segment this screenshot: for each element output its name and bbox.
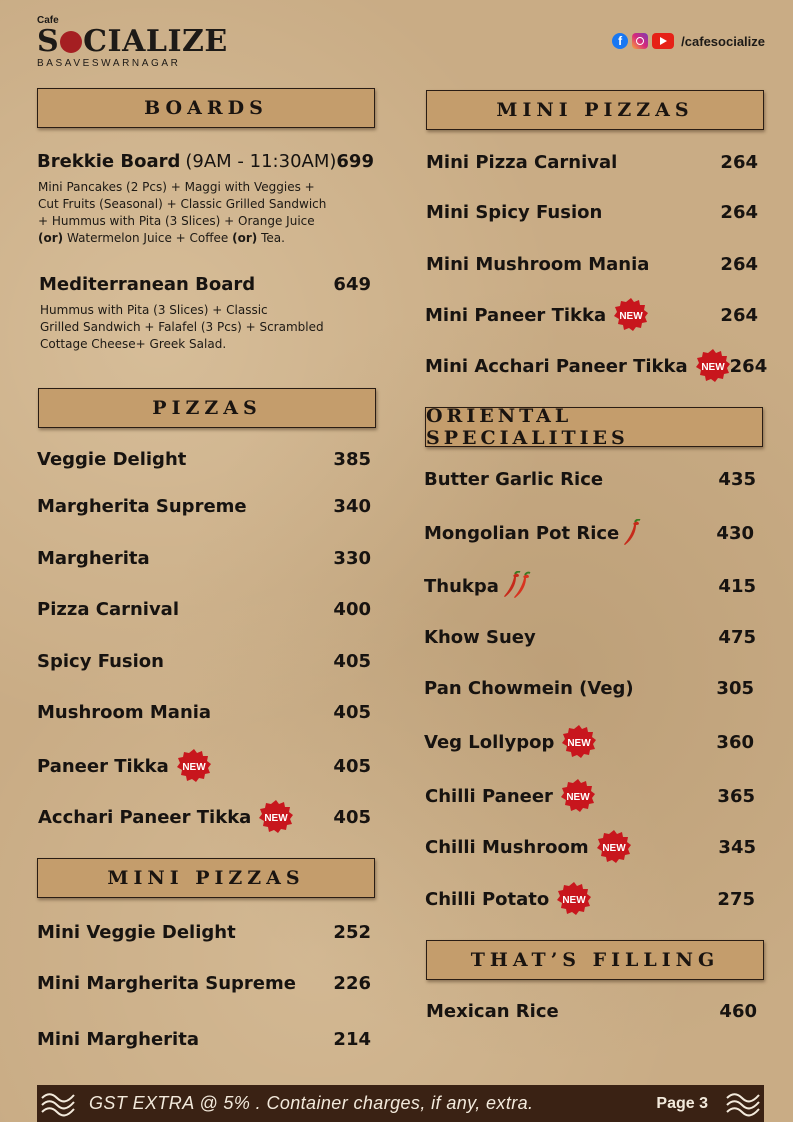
desc-line: Cottage Cheese+ Greek Salad. xyxy=(40,337,227,351)
item-price: 214 xyxy=(333,1029,371,1050)
item-name xyxy=(425,779,595,813)
item-price: 264 xyxy=(720,254,758,275)
menu-item xyxy=(425,829,756,865)
item-title: Thukpa xyxy=(424,575,499,597)
item-price: 435 xyxy=(718,469,756,490)
item-name: Mini Pizza Carnival xyxy=(426,152,618,173)
or-label: (or) xyxy=(38,231,64,245)
item-name xyxy=(425,882,591,916)
desc-line: Hummus with Pita (3 Slices) + Classic xyxy=(40,303,268,317)
item-price: 264 xyxy=(720,304,758,326)
item-time: (9AM - 11:30AM) xyxy=(185,151,337,172)
new-badge-icon xyxy=(259,800,293,834)
menu-item xyxy=(426,254,758,275)
section-header-mini-pizzas-left: MINI PIZZAS xyxy=(37,858,375,898)
item-title: Veg Lollypop xyxy=(424,731,555,753)
desc-line: Grilled Sandwich + Falafel (3 Pcs) + Scrambled xyxy=(40,320,324,334)
menu-item xyxy=(37,651,371,672)
menu-item xyxy=(425,297,758,333)
brand-location: BASAVESWARNAGAR xyxy=(37,58,181,69)
brand-name-end: CIALIZE xyxy=(83,24,228,59)
item-price: 460 xyxy=(719,1001,757,1022)
menu-item xyxy=(424,469,756,490)
item-name: Mexican Rice xyxy=(426,1001,559,1022)
menu-item xyxy=(424,724,754,760)
section-header-pizzas: PIZZAS xyxy=(38,388,376,428)
item-price: 264 xyxy=(720,152,758,173)
item-name: Pan Chowmein (Veg) xyxy=(424,678,634,699)
brand-logo xyxy=(37,16,228,69)
item-price: 405 xyxy=(333,806,371,828)
menu-item xyxy=(37,922,371,943)
item-name xyxy=(425,830,631,864)
item-price: 400 xyxy=(333,599,371,620)
facebook-icon[interactable]: f xyxy=(612,33,628,49)
menu-item xyxy=(426,1001,757,1022)
item-name: Margherita Supreme xyxy=(37,496,247,517)
brand-name-start: S xyxy=(37,24,60,59)
desc-line: Cut Fruits (Seasonal) + Classic Grilled Sandwich xyxy=(38,197,327,211)
item-price: 305 xyxy=(716,678,754,699)
item-name: Mushroom Mania xyxy=(37,702,212,723)
item-name xyxy=(424,571,533,601)
item-name: Khow Suey xyxy=(424,627,536,648)
item-name: Veggie Delight xyxy=(37,449,187,470)
item-price: 252 xyxy=(333,922,371,943)
item-price: 649 xyxy=(333,274,371,295)
footer-note: GST EXTRA @ 5% . Container charges, if any, extra. xyxy=(89,1093,534,1113)
menu-item xyxy=(424,627,756,648)
item-price: 330 xyxy=(333,548,371,569)
item-name: Mini Margherita xyxy=(37,1029,199,1050)
social-handle[interactable]: /cafesocialize xyxy=(681,33,765,49)
menu-item xyxy=(426,202,758,223)
item-price: 264 xyxy=(729,355,768,377)
menu-item xyxy=(37,1029,371,1050)
item-description-mediterranean xyxy=(40,302,360,353)
section-header-mini-pizzas-right: MINI PIZZAS xyxy=(426,90,764,130)
social-links xyxy=(612,33,765,49)
chili-icon xyxy=(621,519,643,547)
item-name: Mini Margherita Supreme xyxy=(37,973,296,994)
item-price: 264 xyxy=(720,202,758,223)
menu-item xyxy=(38,799,371,835)
section-header-boards: BOARDS xyxy=(37,88,375,128)
menu-item xyxy=(426,152,758,173)
footer-bar xyxy=(37,1085,764,1122)
item-name: Mini Veggie Delight xyxy=(37,922,236,943)
menu-item-mediterranean-board xyxy=(39,274,371,295)
item-title: Acchari Paneer Tikka xyxy=(38,806,252,828)
item-title: Chilli Mushroom xyxy=(425,836,589,858)
new-badge-icon xyxy=(561,779,595,813)
menu-item xyxy=(37,702,371,723)
item-name: Spicy Fusion xyxy=(37,651,164,672)
new-badge-icon xyxy=(562,725,596,759)
item-price: 345 xyxy=(718,836,756,858)
menu-item xyxy=(424,678,754,699)
item-price: 699 xyxy=(336,151,374,172)
item-price: 360 xyxy=(716,731,754,753)
wave-icon xyxy=(39,1089,77,1119)
item-name: Mediterranean Board xyxy=(39,274,256,295)
desc-line xyxy=(38,230,358,247)
item-price: 405 xyxy=(333,755,371,777)
item-price: 430 xyxy=(716,522,754,544)
brand-name xyxy=(37,24,228,59)
item-price: 365 xyxy=(717,785,755,807)
new-badge-icon xyxy=(614,298,648,332)
menu-item xyxy=(424,571,756,601)
item-title: Brekkie Board xyxy=(37,151,181,172)
item-price: 385 xyxy=(333,449,371,470)
menu-item xyxy=(425,881,755,917)
brand-dot-icon xyxy=(60,31,82,53)
menu-item xyxy=(37,748,371,784)
menu-item xyxy=(37,496,371,517)
item-name: Margherita xyxy=(37,548,150,569)
item-name xyxy=(425,298,648,332)
item-title: Mini Acchari Paneer Tikka xyxy=(425,355,688,377)
new-badge-icon xyxy=(597,830,631,864)
brand-prefix: Cafe xyxy=(37,15,59,26)
desc-fragment: Tea. xyxy=(261,231,285,245)
item-price: 226 xyxy=(333,973,371,994)
item-name: Pizza Carnival xyxy=(37,599,179,620)
item-price: 275 xyxy=(717,888,755,910)
item-title: Chilli Paneer xyxy=(425,785,553,807)
item-name xyxy=(424,519,643,547)
item-name: Butter Garlic Rice xyxy=(424,469,604,490)
wave-icon xyxy=(724,1089,762,1119)
item-name: Mini Mushroom Mania xyxy=(426,254,650,275)
item-price: 415 xyxy=(718,575,756,597)
menu-item xyxy=(37,599,371,620)
item-name xyxy=(424,725,596,759)
item-name: Mini Spicy Fusion xyxy=(426,202,603,223)
item-title: Mini Paneer Tikka xyxy=(425,304,607,326)
menu-item xyxy=(37,548,371,569)
desc-line: + Hummus with Pita (3 Slices) + Orange Juice xyxy=(38,214,315,228)
item-name xyxy=(425,349,730,383)
item-description-brekkie xyxy=(38,179,358,247)
new-badge-icon xyxy=(696,349,730,383)
menu-item xyxy=(425,778,755,814)
section-header-oriental: ORIENTAL SPECIALITIES xyxy=(425,407,763,447)
chili-icon xyxy=(503,571,533,601)
new-badge-icon xyxy=(177,749,211,783)
item-name xyxy=(37,151,336,172)
menu-item xyxy=(37,449,371,470)
item-title: Mongolian Pot Rice xyxy=(424,522,620,544)
item-name xyxy=(38,800,293,834)
item-price: 405 xyxy=(333,702,371,723)
page-number: Page 3 xyxy=(656,1094,708,1112)
new-badge-icon xyxy=(557,882,591,916)
menu-item xyxy=(37,973,371,994)
item-price: 405 xyxy=(333,651,371,672)
section-header-thats-filling: THAT’S FILLING xyxy=(426,940,764,980)
youtube-icon[interactable] xyxy=(652,33,674,49)
item-title: Chilli Potato xyxy=(425,888,550,910)
menu-item xyxy=(425,348,768,384)
desc-line: Mini Pancakes (2 Pcs) + Maggi with Veggies + xyxy=(38,180,315,194)
item-price: 340 xyxy=(333,496,371,517)
menu-item-brekkie-board xyxy=(37,151,374,172)
desc-fragment: Watermelon Juice + Coffee xyxy=(66,231,233,245)
item-price: 475 xyxy=(718,627,756,648)
or-label: (or) xyxy=(232,231,258,245)
item-title: Paneer Tikka xyxy=(37,755,169,777)
instagram-icon[interactable] xyxy=(632,33,648,49)
menu-item xyxy=(424,518,754,548)
item-name xyxy=(37,749,211,783)
